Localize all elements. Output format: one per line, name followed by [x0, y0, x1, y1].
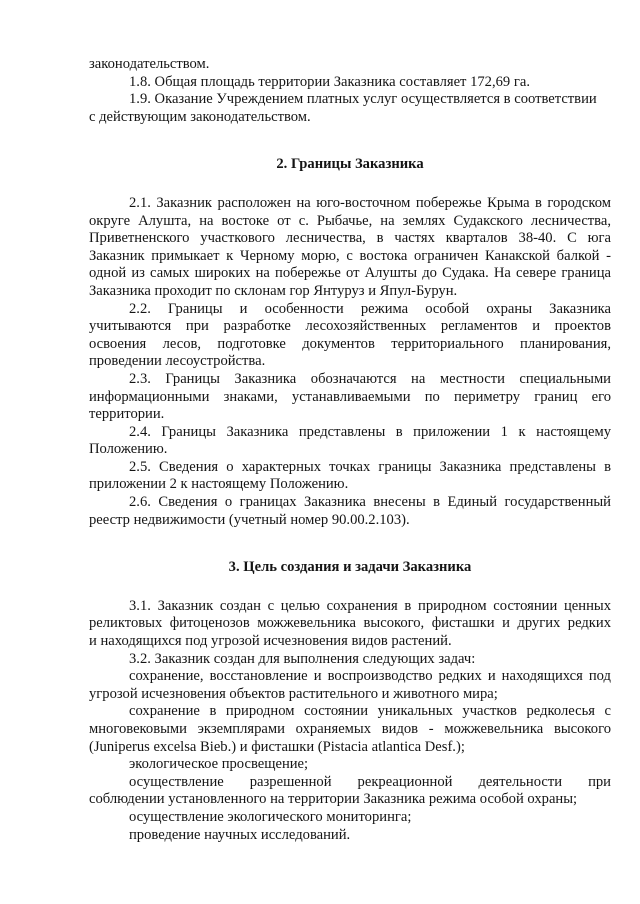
task-5-line: осуществление экологического мониторинга;: [129, 808, 412, 825]
document-body: [89, 56, 611, 844]
clause-2-4-line: 2.4. Границы Заказника представлены в приложении 1 к настоящему: [129, 423, 611, 440]
task-1-line: угрозой исчезновения объектов растительного и животного мира;: [89, 685, 498, 702]
clause-1-8: 1.8. Общая площадь территории Заказника составляет 172,69 га.: [129, 73, 530, 90]
clause-2-5-line: 2.5. Сведения о характерных точках границы Заказника представлены в: [129, 458, 611, 475]
clause-2-1-line: одной из самых широких на побережье от Алушты до Судака. На севере граница: [89, 265, 611, 282]
clause-3-2-line: 3.2. Заказник создан для выполнения следующих задач:: [129, 650, 476, 667]
clause-2-2-line: проведении лесоустройства.: [89, 353, 266, 370]
clause-2-4-line: Положению.: [89, 441, 168, 458]
clause-3-1-line: реликтовых фитоценозов можжевельника высокого, фисташки и других редких: [89, 615, 611, 632]
clause-2-6-line: 2.6. Сведения о границах Заказника внесены в Единый государственный: [129, 494, 611, 511]
task-2-line: (Juniperus excelsa Bieb.) и фисташки (Pistacia atlantica Desf.);: [89, 738, 465, 755]
clause-2-1-line: округе Алушта, на востоке от с. Рыбачье, на землях Судакского лесничества,: [89, 212, 611, 229]
clause-2-1-line: Заказника проходит по склонам гор Янтуруз и Япул-Бурун.: [89, 282, 458, 299]
text-line: законодательством.: [89, 56, 210, 72]
clause-2-2-line: освоения лесов, подготовке документов территориального планирования,: [89, 335, 611, 352]
task-6-line: проведение научных исследований.: [129, 826, 351, 843]
section-2-heading: 2. Границы Заказника: [276, 156, 424, 173]
clause-2-2-line: 2.2. Границы и особенности режима особой охраны Заказника: [129, 300, 611, 317]
clause-2-6-line: реестр недвижимости (учетный номер 90.00.2.103).: [89, 511, 410, 528]
clause-2-3-line: территории.: [89, 406, 165, 423]
section-3-heading: 3. Цель создания и задачи Заказника: [228, 559, 472, 576]
task-2-line: сохранение в природном состоянии уникальных участков редколесья с: [129, 703, 611, 720]
clause-2-5-line: приложении 2 к настоящему Положению.: [89, 476, 349, 493]
clause-2-3-line: информационными знаками, устанавливаемыми по периметру границ его: [89, 388, 611, 405]
task-3-line: экологическое просвещение;: [129, 756, 309, 773]
task-1-line: сохранение, восстановление и воспроизводство редких и находящихся под: [129, 668, 611, 685]
clause-3-1-line: и находящихся под угрозой исчезновения видов растений.: [89, 633, 452, 650]
task-2-line: многовековыми экземплярами охраняемых видов - можжевельника высокого: [89, 721, 611, 737]
clause-2-1-line: Заказник примыкает к Черному морю, с востока ограничен Канакской балкой -: [89, 247, 611, 264]
clause-1-9-line-2: с действующим законодательством.: [89, 108, 311, 125]
clause-2-3-line: 2.3. Границы Заказника обозначаются на местности специальными: [129, 370, 611, 387]
task-4-line: соблюдении установленного на территории Заказника режима особой охраны;: [89, 791, 578, 808]
clause-1-9-line-1: 1.9. Оказание Учреждением платных услуг осуществляется в соответствии: [129, 91, 597, 108]
task-4-line: осуществление разрешенной рекреационной деятельности при: [129, 773, 611, 790]
clause-2-2-line: учитываются при разработке лесохозяйственных регламентов и проектов: [89, 318, 611, 335]
clause-3-1-line: 3.1. Заказник создан с целью сохранения в природном состоянии ценных: [129, 597, 611, 614]
clause-2-1-line: Приветненского участкового лесничества, в частях кварталов 38-40. С юга: [89, 230, 611, 247]
clause-2-1-line: 2.1. Заказник расположен на юго-восточном побережье Крыма в городском: [129, 194, 611, 211]
